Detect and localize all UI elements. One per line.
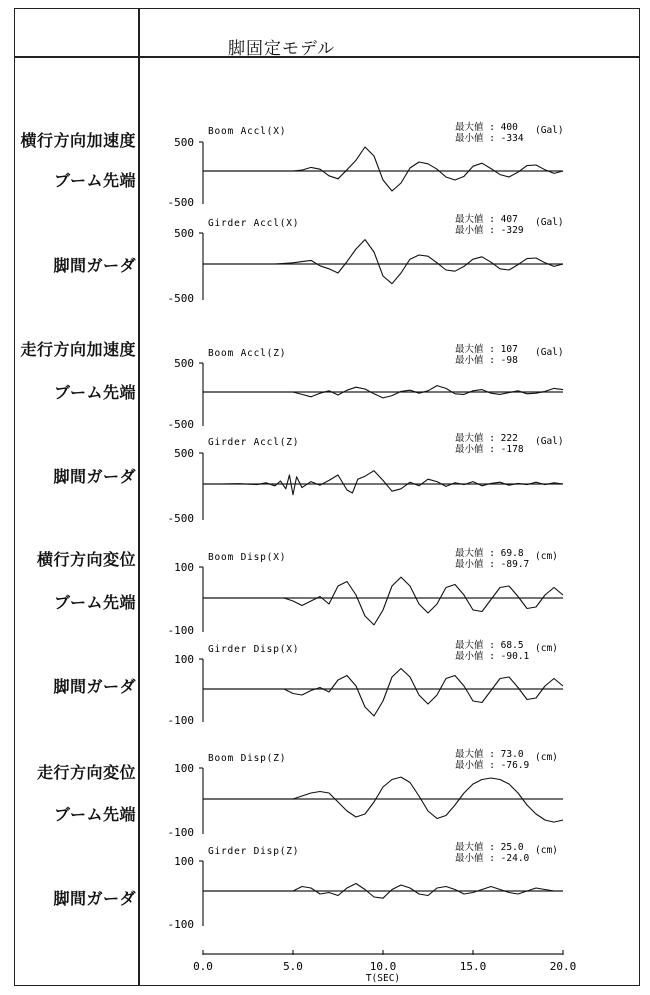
panel bbox=[168, 343, 564, 431]
y-tick-label: 500 bbox=[174, 357, 194, 370]
y-tick-label: -100 bbox=[167, 826, 194, 839]
series-line bbox=[203, 577, 563, 625]
x-tick-label: 15.0 bbox=[459, 960, 487, 973]
y-tick-label: 100 bbox=[174, 653, 194, 666]
min-value-label: 最小値 : -329 bbox=[455, 225, 524, 236]
unit-label: (cm) bbox=[535, 752, 558, 763]
panel bbox=[168, 547, 564, 637]
y-tick-label: 500 bbox=[174, 227, 194, 240]
row-label: 脚間ガーダ bbox=[53, 467, 136, 486]
panel bbox=[168, 639, 564, 727]
y-tick-label: 500 bbox=[174, 447, 194, 460]
series-line bbox=[203, 669, 563, 717]
max-value-label: 最大値 : 25.0 bbox=[455, 842, 524, 853]
y-tick-label: -100 bbox=[167, 918, 194, 931]
x-tick-label: 10.0 bbox=[369, 960, 397, 973]
x-tick-label: 0.0 bbox=[193, 960, 213, 973]
x-tick-label: 5.0 bbox=[283, 960, 303, 973]
series-line bbox=[203, 147, 563, 191]
series-name: Boom Disp(X) bbox=[208, 552, 287, 563]
y-tick-label: -500 bbox=[167, 512, 194, 525]
unit-label: (cm) bbox=[535, 643, 558, 654]
series-name: Girder Accl(Z) bbox=[208, 437, 300, 448]
y-tick-label: -500 bbox=[167, 292, 194, 305]
max-value-label: 最大値 : 107 bbox=[455, 344, 518, 355]
unit-label: (Gal) bbox=[535, 436, 564, 447]
min-value-label: 最小値 : -24.0 bbox=[455, 853, 530, 864]
row-label: ブーム先端 bbox=[53, 383, 136, 402]
panel bbox=[168, 121, 564, 209]
row-label: ブーム先端 bbox=[53, 805, 136, 824]
y-tick-label: 100 bbox=[174, 855, 194, 868]
row-label: 脚間ガーダ bbox=[53, 256, 136, 275]
panel bbox=[168, 432, 564, 525]
series-line bbox=[203, 240, 563, 284]
y-tick-label: -500 bbox=[167, 418, 194, 431]
min-value-label: 最小値 : -98 bbox=[455, 355, 518, 366]
x-axis-label: T(SEC) bbox=[365, 973, 401, 984]
max-value-label: 最大値 : 73.0 bbox=[455, 749, 524, 760]
series-name: Girder Accl(X) bbox=[208, 218, 300, 229]
max-value-label: 最大値 : 222 bbox=[455, 433, 518, 444]
min-value-label: 最小値 : -334 bbox=[455, 133, 524, 144]
unit-label: (Gal) bbox=[535, 125, 564, 136]
y-tick-label: 500 bbox=[174, 136, 194, 149]
row-label: 脚間ガーダ bbox=[53, 889, 136, 908]
max-value-label: 最大値 : 69.8 bbox=[455, 548, 524, 559]
page-title: 脚固定モデル bbox=[228, 39, 336, 59]
row-label: 脚間ガーダ bbox=[53, 677, 136, 696]
series-name: Boom Disp(Z) bbox=[208, 753, 287, 764]
min-value-label: 最小値 : -89.7 bbox=[455, 559, 530, 570]
series-line bbox=[203, 471, 563, 495]
series-name: Girder Disp(Z) bbox=[208, 846, 300, 857]
min-value-label: 最小値 : -90.1 bbox=[455, 651, 530, 662]
unit-label: (cm) bbox=[535, 845, 558, 856]
y-tick-label: -100 bbox=[167, 714, 194, 727]
min-value-label: 最小値 : -76.9 bbox=[455, 760, 530, 771]
max-value-label: 最大値 : 68.5 bbox=[455, 640, 524, 651]
min-value-label: 最小値 : -178 bbox=[455, 444, 524, 455]
unit-label: (Gal) bbox=[535, 217, 564, 228]
row-label: 走行方向変位 bbox=[36, 763, 136, 782]
unit-label: (Gal) bbox=[535, 347, 564, 358]
series-name: Girder Disp(X) bbox=[208, 644, 300, 655]
row-label: ブーム先端 bbox=[53, 593, 136, 612]
panel bbox=[168, 748, 564, 839]
max-value-label: 最大値 : 400 bbox=[455, 122, 518, 133]
x-tick-label: 20.0 bbox=[549, 960, 577, 973]
panel bbox=[168, 841, 564, 931]
row-label: ブーム先端 bbox=[53, 171, 136, 190]
max-value-label: 最大値 : 407 bbox=[455, 214, 518, 225]
y-tick-label: -500 bbox=[167, 196, 194, 209]
row-label: 横行方向変位 bbox=[36, 550, 136, 569]
series-name: Boom Accl(Z) bbox=[208, 348, 287, 359]
y-tick-label: 100 bbox=[174, 561, 194, 574]
panel bbox=[168, 213, 564, 305]
y-tick-label: -100 bbox=[167, 624, 194, 637]
row-label: 横行方向加速度 bbox=[20, 131, 136, 150]
row-label: 走行方向加速度 bbox=[20, 340, 136, 359]
unit-label: (cm) bbox=[535, 551, 558, 562]
y-tick-label: 100 bbox=[174, 762, 194, 775]
series-name: Boom Accl(X) bbox=[208, 126, 287, 137]
